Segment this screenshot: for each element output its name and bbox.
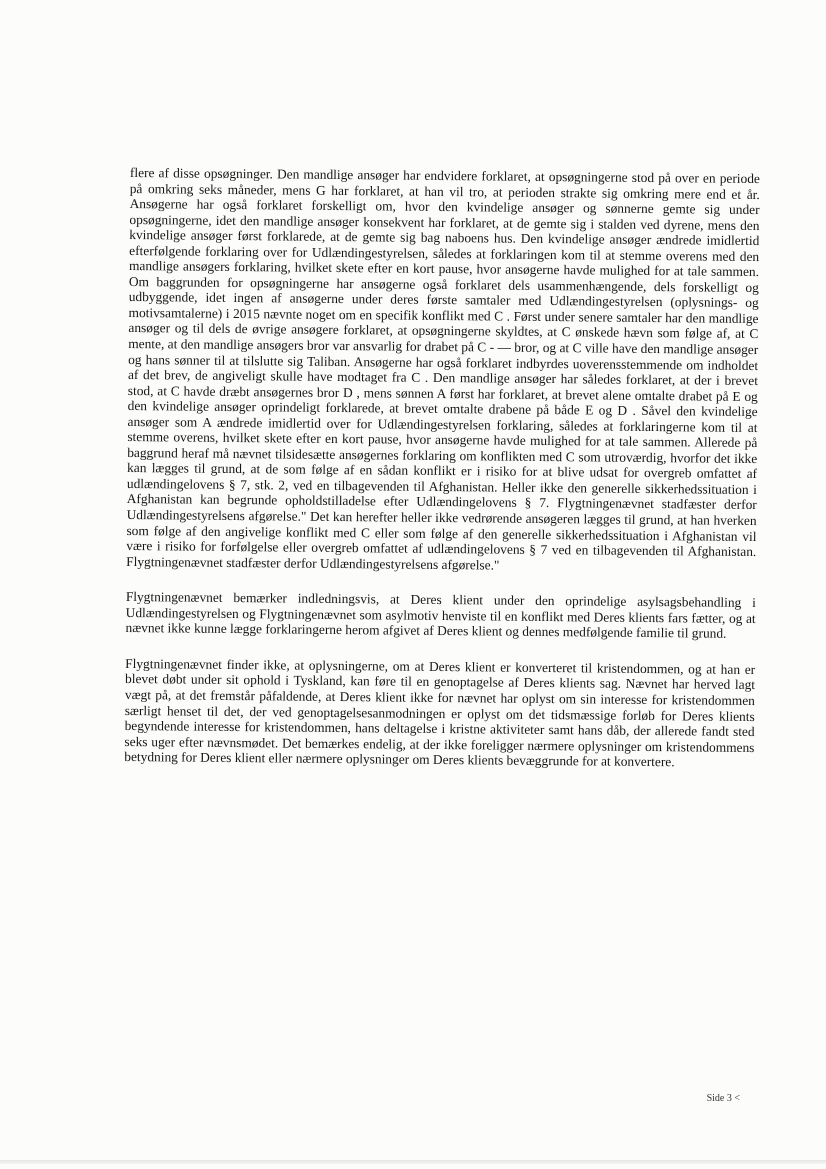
paragraph-initial-remark: Flygtningenævnet bemærker indledningsvis, at Deres klient under den oprindelige asylsagsbehandling i Udlændingestyrelsen og Flygtningenævnet som asylmotiv henviste til en konflikt med Deres klients fars fætter, og at nævnet ikke kunne lægge forklaringerne herom afgivet af Deres klient og dennes medfølgende familie til grund. xyxy=(125,589,756,642)
paragraph-conversion-assessment: Flygtningenævnet finder ikke, at oplysningerne, om at Deres klient er konverteret til kristendommen, og at han er blevet døbt under sit ophold i Tyskland, kan føre til en genoptagelse af Deres klients sag. Nævnet har herved lagt vægt på, at det fremstår påfaldende, at Deres klient ikke for nævnet har oplyst om sin interesse for kristendommen særligt henset til det, der ved genoptagelsesanmodningen er oplyst om det tidsmæssige forløb for Deres klients begyndende interesse for kristendommen, hans deltagelse i kristne aktiviteter samt hans dåb, der allerede fandt sted seks uger efter nævnsmødet. Det bemærkes endelig, at der ikke foreligger nærmere oplysninger om kristendommens betydning for Deres klient eller nærmere oplysninger om Deres klients bevæggrunde for at konvertere. xyxy=(124,655,756,770)
scan-edge xyxy=(0,1160,826,1164)
page-number: Side 3 < xyxy=(706,1093,740,1104)
paragraph-decision-quote: flere af disse opsøgninger. Den mandlige ansøger har endvidere forklaret, at opsøgningerne stod på over en periode på omkring seks måneder, mens G har forklaret, at han vil tro, at perioden strakte sig omkring mere end et år. Ansøgerne har også forklaret forskelligt om, hvor den kvindelige ansøger og sønnerne gemte sig under opsøgningerne, idet den mandlige ansøger konsekvent har forklaret, at de gemte sig i stalden ved dyrene, mens den kvindelige ansøger først forklarede, at de gemte sig bag naboens hus. Den kvindelige ansøger ændrede imidlertid efterfølgende forklaring over for Udlændingestyrelsen, således at forklaringen kom til at stemme overens med den mandlige ansøgers forklaring, hvilket skete efter en kort pause, hvor ansøgerne havde mulighed for at tale sammen. Om baggrunden for opsøgningerne har ansøgerne også forklaret dels usammenhængende, dels forskelligt og udbyggende, idet ingen af ansøgerne under deres første samtaler med Udlændingestyrelsen (oplysnings- og motivsamtalerne) i 2015 nævnte noget om en specifik konflikt med C . Først under senere samtaler har den mandlige ansøger og til dels de øvrige ansøgere forklaret, at opsøgningerne skyldtes, at C ønskede hævn som følge af, at C mente, at den mandlige ansøgers bror var ansvarlig for drabet på C - — bror, og at C ville have den mandlige ansøger og hans sønner til at tilslutte sig Taliban. Ansøgerne har også forklaret indbyrdes uoverensstemmende om indholdet af det brev, de angiveligt skulle have modtaget fra C . Den mandlige ansøger har således forklaret, at der i brevet stod, at C havde dræbt ansøgernes bror D , mens sønnen A først har forklaret, at brevet alene omtalte drabet på E og den kvindelige ansøger oprindeligt forklarede, at brevet omtalte drabene på både E og D . Såvel den kvindelige ansøger som A ændrede imidlertid over for Udlændingestyrelsen forklaring, således at forklaringerne kom til at stemme overens, hvilket skete efter en kort pause, hvor ansøgerne havde mulighed for at tale sammen. Allerede på baggrund heraf må nævnet tilsidesætte ansøgernes forklaring om konflikten med C som utroværdig, hvorfor det ikke kan lægges til grund, at de som følge af en sådan konflikt er i risiko for at blive udsat for overgreb omfattet af udlændingelovens § 7, stk. 2, ved en tilbagevenden til Afghanistan. Heller ikke den generelle sikkerhedssituation i Afghanistan kan begrunde opholdstilladelse efter Udlændingelovens § 7. Flygtningenævnet stadfæster derfor Udlændingestyrelsens afgørelse." Det kan herefter heller ikke vedrørende ansøgeren lægges til grund, at han hverken som følge af den angivelige konflikt med C eller som følge af den generelle sikkerhedssituation i Afghanistan vil være i risiko for forfølgelse eller overgreb omfattet af udlændingelovens § 7 ved en tilbagevenden til Afghanistan. Flygtningenævnet stadfæster derfor Udlændingestyrelsens afgørelse." xyxy=(126,165,760,573)
letter-body xyxy=(124,165,760,785)
